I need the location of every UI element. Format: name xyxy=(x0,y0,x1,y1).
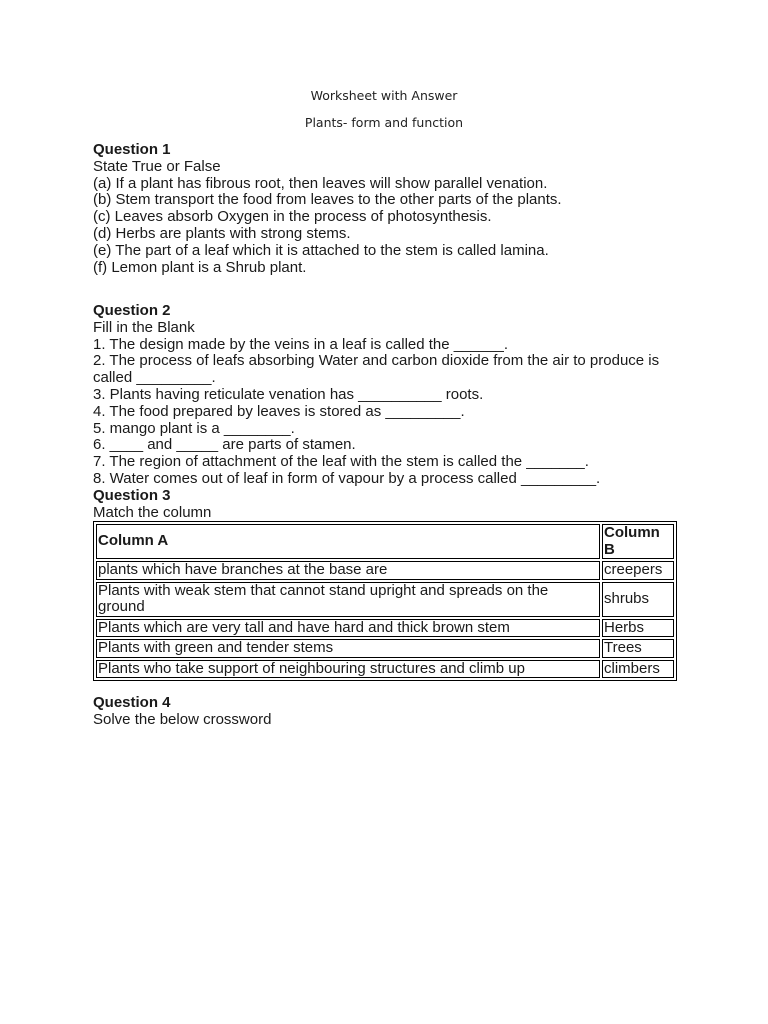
question-4-title: Question 4 xyxy=(93,694,171,711)
q2-item-2: 2. The process of leafs absorbing Water and carbon dioxide from the air to produce is called _________. xyxy=(93,352,660,387)
question-3-title: Question 3 xyxy=(93,487,171,504)
question-1-instruction: State True or False xyxy=(93,157,221,175)
question-3-instruction: Match the column xyxy=(93,503,212,521)
q2-item-4: 4. The food prepared by leaves is stored as _________. xyxy=(93,402,465,420)
column-b-cell: Herbs xyxy=(602,619,674,638)
table-row xyxy=(96,619,674,638)
column-a-cell: Plants with green and tender stems xyxy=(96,639,600,658)
table-row xyxy=(96,582,674,617)
table-row xyxy=(96,561,674,580)
question-2-instruction: Fill in the Blank xyxy=(93,318,195,336)
column-a-cell: Plants which are very tall and have hard and thick brown stem xyxy=(96,619,600,638)
q1-item-b: (b) Stem transport the food from leaves to the other parts of the plants. xyxy=(93,191,562,209)
q2-item-7: 7. The region of attachment of the leaf with the stem is called the _______. xyxy=(93,453,589,471)
q2-item-1: 1. The design made by the veins in a leaf is called the ______. xyxy=(93,335,508,353)
column-b-cell: creepers xyxy=(602,561,674,580)
table-row xyxy=(96,639,674,658)
worksheet-title: Worksheet with Answer xyxy=(310,88,458,103)
column-b-cell: Trees xyxy=(602,639,674,658)
match-table-header xyxy=(96,524,674,559)
column-b-header: Column B xyxy=(602,524,674,559)
match-table xyxy=(93,521,677,681)
column-b-cell: climbers xyxy=(602,660,674,679)
table-row xyxy=(96,660,674,679)
question-1-title: Question 1 xyxy=(93,141,171,158)
column-a-header: Column A xyxy=(96,524,600,559)
q1-item-f: (f) Lemon plant is a Shrub plant. xyxy=(93,258,307,276)
column-a-cell: Plants who take support of neighbouring structures and climb up xyxy=(96,660,600,679)
question-4 xyxy=(93,695,693,729)
q2-item-6: 6. ____ and _____ are parts of stamen. xyxy=(93,436,356,454)
column-b-cell: shrubs xyxy=(602,582,674,617)
q2-item-5: 5. mango plant is a ________. xyxy=(93,419,295,437)
column-a-cell: Plants with weak stem that cannot stand upright and spreads on the ground xyxy=(96,582,600,617)
q2-item-8: 8. Water comes out of leaf in form of vapour by a process called _________. xyxy=(93,469,601,487)
q1-item-a: (a) If a plant has fibrous root, then leaves will show parallel venation. xyxy=(93,174,548,192)
question-2-title: Question 2 xyxy=(93,302,171,319)
question-3 xyxy=(93,488,693,522)
q2-item-3: 3. Plants having reticulate venation has __________ roots. xyxy=(93,385,484,403)
q1-item-d: (d) Herbs are plants with strong stems. xyxy=(93,224,351,242)
q1-item-e: (e) The part of a leaf which it is attached to the stem is called lamina. xyxy=(93,241,549,259)
worksheet-subtitle: Plants- form and function xyxy=(304,115,464,130)
question-2 xyxy=(93,303,673,488)
q1-item-c: (c) Leaves absorb Oxygen in the process of photosynthesis. xyxy=(93,208,492,226)
column-a-cell: plants which have branches at the base are xyxy=(96,561,600,580)
question-1 xyxy=(93,142,693,276)
question-4-instruction: Solve the below crossword xyxy=(93,710,272,728)
